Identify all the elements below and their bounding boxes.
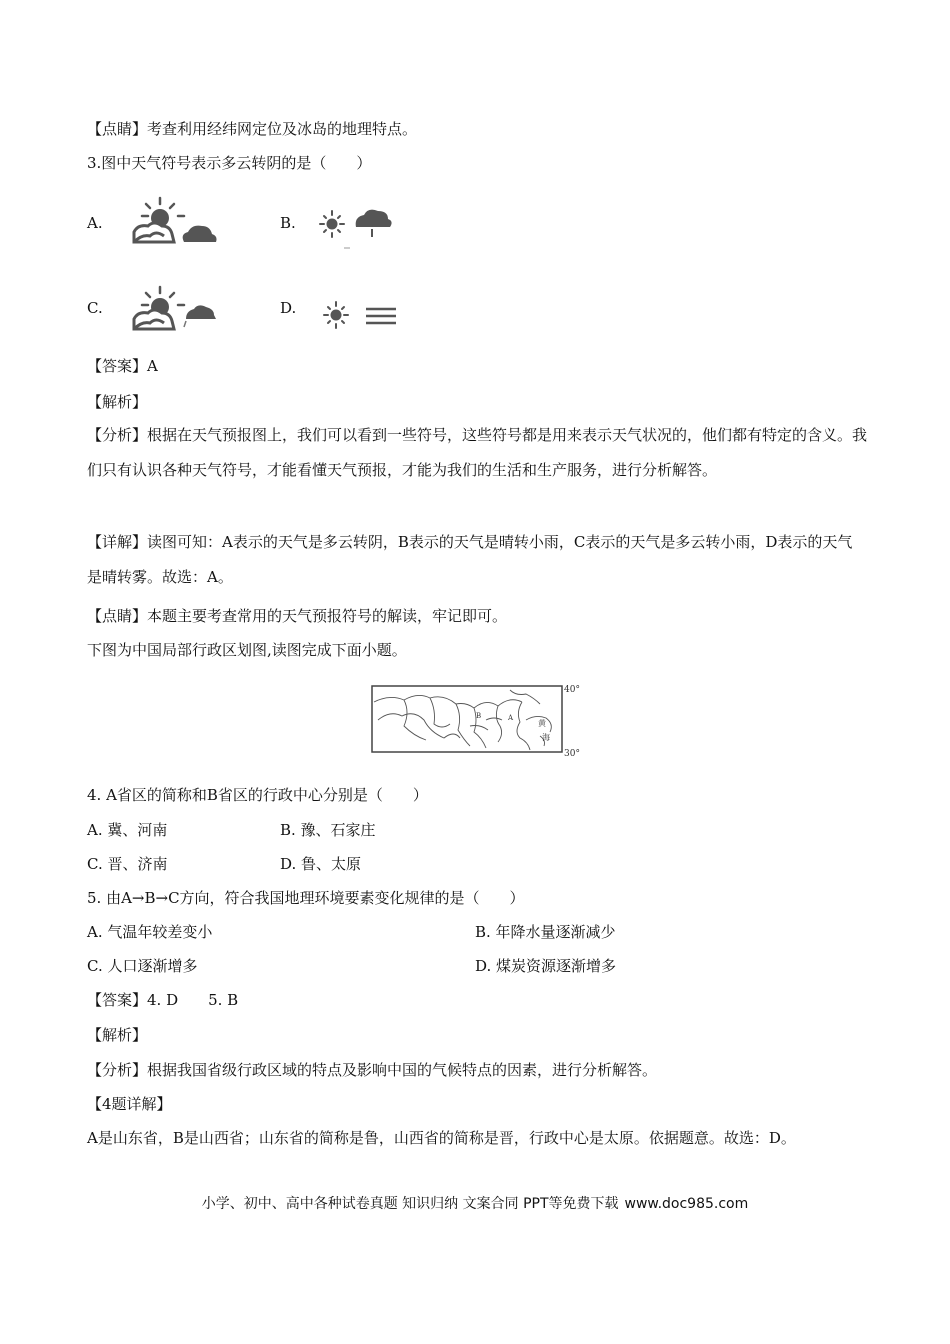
detail-text-4: A是山东省，B是山西省；山东省的简称是鲁，山西省的简称是晋，行政中心是太原。依据题意。故选：D。 bbox=[87, 1129, 796, 1147]
answer-4-5: 【答案】4. D 5. B bbox=[87, 991, 239, 1009]
label-a: A bbox=[508, 714, 514, 722]
latitude-40: 40° bbox=[564, 685, 580, 695]
q5-option-c: C. 人口逐渐增多 bbox=[87, 957, 198, 975]
q4-option-c: C. 晋、济南 bbox=[87, 855, 168, 873]
option-c-label: C. bbox=[87, 299, 103, 317]
label-b: B bbox=[476, 712, 482, 720]
analysis-heading-2: 【解析】 bbox=[87, 1026, 148, 1044]
question-5: 5. 由A→B→C方向，符合我国地理环境要素变化规律的是（ ） bbox=[87, 889, 525, 907]
option-b-label: B. bbox=[280, 214, 296, 232]
sun-behind-cloud-icon bbox=[130, 285, 220, 335]
footer-url[interactable]: www.doc985.com bbox=[624, 1196, 749, 1212]
question-4: 4. A省区的简称和B省区的行政中心分别是（ ） bbox=[87, 786, 428, 804]
q4-option-b: B. 豫、石家庄 bbox=[280, 821, 376, 839]
footer-text: 小学、初中、高中各种试卷真题 知识归纳 文案合同 PPT等免费下载 bbox=[201, 1196, 619, 1212]
analysis-text-2: 【分析】根据我国省级行政区域的特点及影响中国的气候特点的因素，进行分析解答。 bbox=[87, 1061, 658, 1079]
detail-text-3: 【详解】读图可知：A表示的天气是多云转阴，B表示的天气是晴转小雨，C表示的天气是多云转小雨，D表示的天气是晴转雾。故选：A。 bbox=[87, 533, 853, 586]
latitude-30: 30° bbox=[564, 749, 580, 759]
sea-label-2: 海 bbox=[542, 733, 550, 742]
question-3: 3.图中天气符号表示多云转阴的是（ ） bbox=[87, 154, 372, 172]
answer-3: 【答案】A bbox=[87, 357, 158, 375]
map-intro: 下图为中国局部行政区划图,读图完成下面小题。 bbox=[87, 641, 407, 659]
q5-option-d: D. 煤炭资源逐渐增多 bbox=[475, 957, 617, 975]
q4-option-d: D. 鲁、太原 bbox=[280, 855, 362, 873]
sun-icon bbox=[318, 205, 396, 249]
page-footer bbox=[0, 1193, 950, 1213]
option-a-label: A. bbox=[87, 214, 103, 232]
option-d-label: D. bbox=[280, 299, 297, 317]
fog-icon bbox=[366, 309, 396, 323]
sea-label-1: 黄 bbox=[538, 719, 546, 728]
tip-line-3: 【点睛】本题主要考查常用的天气预报符号的解读，牢记即可。 bbox=[87, 607, 508, 625]
q5-option-a: A. 气温年较差变小 bbox=[87, 923, 213, 941]
sun-icon bbox=[322, 300, 400, 330]
tip-line: 【点睛】考查利用经纬网定位及冰岛的地理特点。 bbox=[87, 120, 418, 138]
analysis-text-1: 【分析】根据在天气预报图上，我们可以看到一些符号，这些符号都是用来表示天气状况的，他们都有特定的含义。我们只有认识各种天气符号，才能看懂天气预报，才能为我们的生活和生产服务，进行分析解答。 bbox=[87, 426, 868, 479]
detail-heading-4: 【4题详解】 bbox=[87, 1095, 172, 1113]
q5-option-b: B. 年降水量逐渐减少 bbox=[475, 923, 616, 941]
q4-option-a: A. 冀、河南 bbox=[87, 821, 168, 839]
sun-behind-cloud-icon bbox=[130, 196, 222, 248]
analysis-heading-1: 【解析】 bbox=[87, 393, 148, 411]
china-regional-map bbox=[370, 680, 585, 762]
